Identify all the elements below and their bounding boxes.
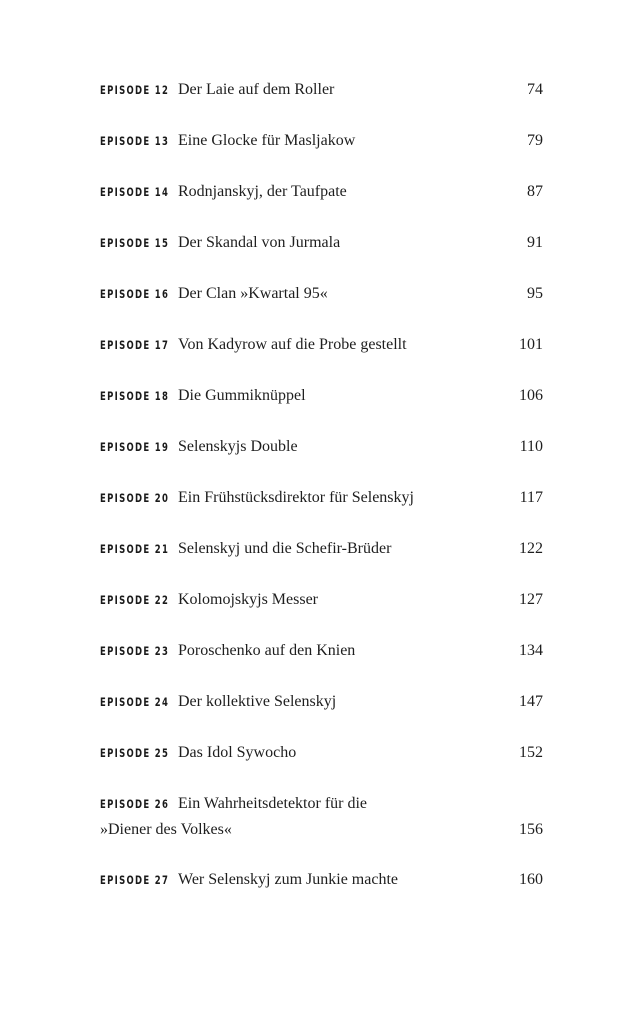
- episode-title: Rodnjanskyj, der Taufpate: [178, 183, 347, 200]
- episode-label: EPISODE 22: [100, 593, 170, 607]
- episode-title: Ein Wahrheitsdetektor für die: [178, 795, 368, 812]
- page-number: 127: [519, 591, 543, 608]
- episode-title: Der Laie auf dem Roller: [178, 81, 335, 98]
- episode-label: EPISODE 14: [100, 185, 170, 199]
- episode-label: EPISODE 26: [100, 797, 170, 811]
- episode-title: Der Skandal von Jurmala: [178, 234, 341, 251]
- episode-label: EPISODE 27: [100, 873, 170, 887]
- episode-label: EPISODE 12: [100, 83, 170, 97]
- episode-title: Wer Selenskyj zum Junkie machte: [178, 871, 398, 888]
- episode-label: EPISODE 19: [100, 440, 170, 454]
- page-number: 110: [519, 438, 543, 455]
- page-number: 122: [519, 540, 543, 557]
- episode-label: EPISODE 15: [100, 236, 170, 250]
- episode-title: Ein Frühstücksdirektor für Selenskyj: [178, 489, 414, 506]
- episode-title: Poroschenko auf den Knien: [178, 642, 356, 659]
- episode-title: Die Gummiknüppel: [178, 387, 306, 404]
- episode-label: EPISODE 17: [100, 338, 170, 352]
- page-number: 101: [519, 336, 543, 353]
- episode-label: EPISODE 16: [100, 287, 170, 301]
- episode-label: EPISODE 24: [100, 695, 170, 709]
- episode-title-line2: »Diener des Volkes«: [100, 821, 232, 838]
- page-number: 87: [527, 183, 543, 200]
- episode-title: Kolomojskyjs Messer: [178, 591, 318, 608]
- episode-title: Eine Glocke für Masljakow: [178, 132, 356, 149]
- page-number: 160: [519, 871, 543, 888]
- episode-label: EPISODE 21: [100, 542, 170, 556]
- page-number: 79: [527, 132, 543, 149]
- episode-title: Der Clan »Kwartal 95«: [178, 285, 328, 302]
- episode-label: EPISODE 13: [100, 134, 170, 148]
- page-number: 156: [519, 821, 543, 838]
- episode-title: Von Kadyrow auf die Probe gestellt: [178, 336, 407, 353]
- episode-label: EPISODE 23: [100, 644, 170, 658]
- page-number: 117: [519, 489, 543, 506]
- page-number: 147: [519, 693, 543, 710]
- page-number: 74: [527, 81, 543, 98]
- episode-label: EPISODE 18: [100, 389, 170, 403]
- episode-title: Der kollektive Selenskyj: [178, 693, 337, 710]
- page-number: 106: [519, 387, 543, 404]
- page-number: 134: [519, 642, 543, 659]
- page-number: 95: [527, 285, 543, 302]
- page-number: 91: [527, 234, 543, 251]
- episode-title: Das Idol Sywocho: [178, 744, 297, 761]
- episode-label: EPISODE 20: [100, 491, 170, 505]
- page-number: 152: [519, 744, 543, 761]
- episode-label: EPISODE 25: [100, 746, 170, 760]
- episode-title: Selenskyjs Double: [178, 438, 298, 455]
- episode-title: Selenskyj und die Schefir-Brüder: [178, 540, 392, 557]
